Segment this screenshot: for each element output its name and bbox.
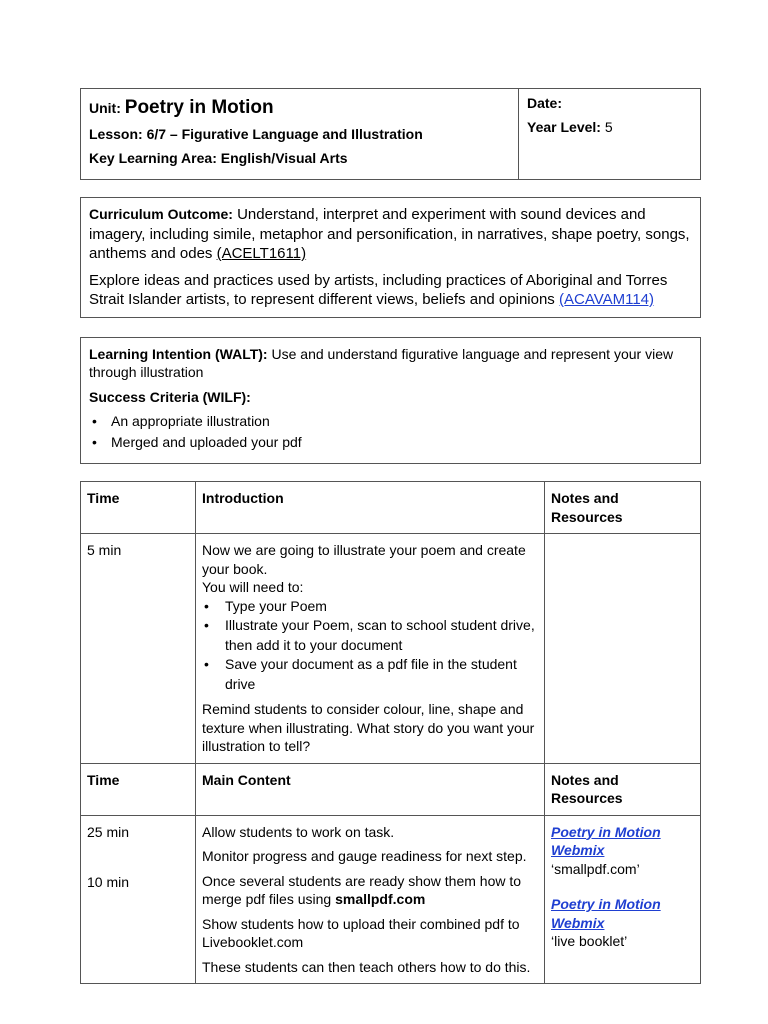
walt-text: Use and understand figurative language and represent your view through illustration	[89, 346, 674, 380]
intro-line1: Now we are going to illustrate your poem and create your book.	[202, 542, 526, 577]
table-row	[81, 534, 701, 764]
intro-reminder: Remind students to consider colour, line, shape and texture when illustrating. What story do you want your illustration to tell?	[202, 701, 535, 754]
main-time-1: 25 min	[87, 823, 130, 840]
main-times	[81, 815, 196, 984]
main-content-line: Show students how to upload their combined pdf to Livebooklet.com	[202, 915, 520, 950]
kla-value: English/Visual Arts	[220, 150, 348, 166]
curriculum-outcome-1	[89, 205, 692, 264]
unit-line	[89, 97, 510, 119]
list-item: • Illustrate your Poem, scan to school student drive, then add it to your document	[202, 616, 538, 655]
wilf-label: Success Criteria (WILF):	[89, 389, 251, 405]
resource-link-2-wrap	[551, 895, 694, 932]
main-time-2: 10 min	[87, 874, 130, 890]
resource-note-1: ‘smallpdf.com’	[551, 860, 640, 877]
curriculum-outcome-2	[89, 271, 692, 310]
date-line	[527, 95, 692, 111]
outcome1-code: (ACELT1611)	[216, 245, 307, 262]
table-row	[81, 815, 701, 984]
main-content-line: These students can then teach others how to do this.	[202, 958, 531, 975]
outcome1-text: Understand, interpret and experiment with sound devices and imagery, including simile, metaphor and personification, in narratives, shape poetry, songs, anthems and odes	[89, 206, 690, 262]
unit-title: Poetry in Motion	[124, 97, 274, 118]
walt-line	[89, 345, 692, 381]
kla-label: Key Learning Area:	[89, 150, 217, 166]
lesson-plan-table	[80, 481, 701, 984]
kla-line	[89, 150, 510, 166]
lesson-line	[89, 126, 510, 142]
outcome2-text: Explore ideas and practices used by artists, including practices of Aboriginal and Torres Strait Islander artists, to represent different views, beliefs and opinions	[89, 271, 668, 308]
year-value: 5	[604, 119, 613, 135]
resource-link-1[interactable]: Poetry in Motion Webmix	[551, 823, 661, 858]
main-content	[196, 815, 545, 984]
main-content-line	[202, 872, 538, 909]
learning-intention-box	[80, 337, 701, 464]
merge-instruction: Once several students are ready show them how to merge pdf files using	[202, 872, 522, 907]
main-content-line: Monitor progress and gauge readiness for next step.	[202, 848, 527, 864]
intro-time: 5 min	[81, 534, 196, 764]
table-header-row	[81, 482, 701, 534]
curriculum-outcome-box	[80, 197, 701, 318]
resource-note-2: ‘live booklet’	[551, 933, 628, 949]
list-item: • Type your Poem	[202, 597, 538, 617]
unit-info	[81, 89, 519, 179]
list-item: • Merged and uploaded your pdf	[89, 432, 692, 453]
lesson-label: Lesson:	[89, 126, 143, 142]
year-label: Year Level:	[527, 119, 601, 135]
resource-link-2[interactable]: Poetry in Motion Webmix	[551, 896, 661, 931]
intro-line2: You will need to:	[202, 579, 304, 595]
table-header-row	[81, 763, 701, 815]
main-content-line: Allow students to work on task.	[202, 823, 395, 840]
header-main-content: Main Content	[196, 763, 545, 815]
intro-steps-list	[202, 597, 538, 695]
header-notes: Notes and Resources	[545, 763, 701, 815]
walt-label: Learning Intention (WALT):	[89, 346, 268, 362]
header-notes: Notes and Resources	[545, 482, 701, 534]
merge-tool: smallpdf.com	[335, 891, 426, 907]
outcome2-code-link[interactable]: (ACAVAM114)	[558, 291, 655, 308]
main-notes	[545, 815, 701, 984]
header-time: Time	[81, 763, 196, 815]
header-introduction: Introduction	[196, 482, 545, 534]
unit-header-box	[80, 88, 701, 180]
list-item: • Save your document as a pdf file in the student drive	[202, 655, 538, 694]
date-label: Date:	[527, 95, 563, 111]
unit-label: Unit:	[89, 100, 121, 116]
curriculum-label: Curriculum Outcome:	[89, 206, 233, 222]
intro-notes	[545, 534, 701, 764]
intro-content	[196, 534, 545, 764]
year-line	[527, 119, 692, 135]
lesson-value: 6/7 – Figurative Language and Illustration	[146, 126, 423, 142]
header-time: Time	[81, 482, 196, 534]
success-criteria-list	[89, 411, 692, 453]
date-year-info	[519, 89, 700, 179]
list-item: • An appropriate illustration	[89, 411, 692, 432]
